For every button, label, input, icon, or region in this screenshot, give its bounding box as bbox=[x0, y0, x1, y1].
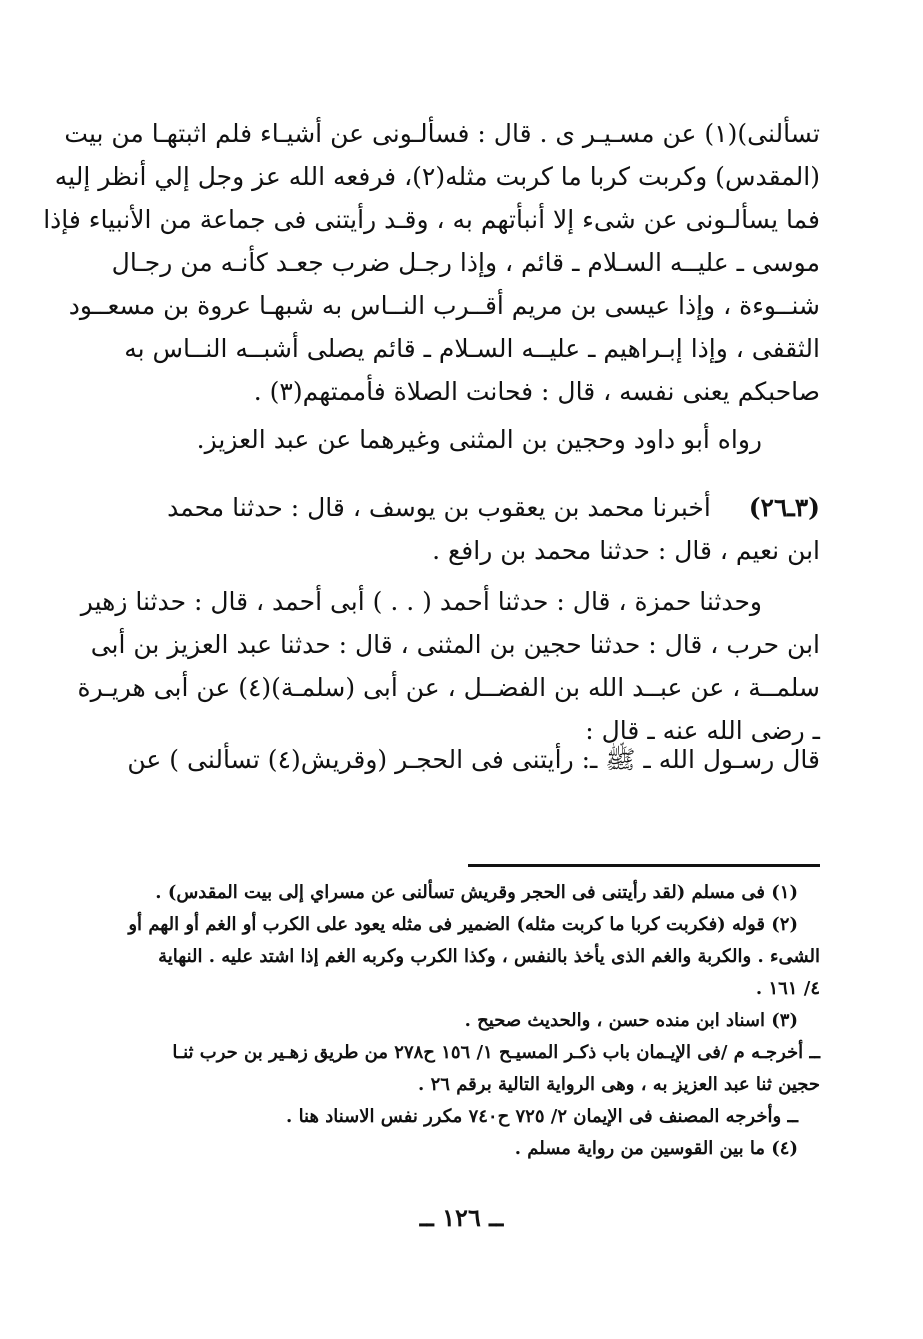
text-line: موسى ـ عليــه السـلام ـ قائم ، وإذا رجـل ضرب جعـد كأنـه من رجـال bbox=[111, 248, 820, 277]
paragraph-hadith-text bbox=[118, 738, 820, 781]
page-number: ــ ١٢٦ ــ bbox=[419, 1203, 504, 1232]
text-line: سلمــة ، عن عبــد الله بن الفضــل ، عن أبى (سلمـة)(٤) عن أبى هريـرة bbox=[77, 673, 820, 702]
paragraph-continuation bbox=[43, 112, 820, 413]
footnote-line: (٢) قوله (فكربت كربا ما كربت مثله) الضمير فى مثله يعود على الكرب أو الغم أو الهم أو bbox=[128, 914, 798, 935]
text-line: (المقدس) وكربت كربا ما كربت مثله(٢)، فرفعه الله عز وجل إلي أنظر إليه bbox=[54, 162, 820, 191]
text-line: ابن حرب ، قال : حدثنا حجين بن المثنى ، قال : حدثنا عبد العزيز بن أبى bbox=[90, 630, 820, 659]
footnote-line: ٤/ ١٦١ . bbox=[755, 978, 820, 999]
text-line: تسألنى)(١) عن مسـيـر ى . قال : فسألـونى عن أشيـاء فلم اثبتهـا من بيت bbox=[64, 119, 820, 148]
footnote-line: الشىء . والكربة والغم الذى يأخذ بالنفس ، وكذا الكرب وكربه الغم إذا اشتد عليه . النهاية bbox=[158, 946, 820, 967]
footnote-line: ــ وأخرجه المصنف فى الإيمان ٢/ ٧٢٥ ح٧٤٠ مكرر نفس الاسناد هنا . bbox=[286, 1106, 798, 1127]
text-line: شنــوءة ، وإذا عيسى بن مريم أقــرب النــاس به شبهـا عروة بن مسعــود bbox=[68, 291, 820, 320]
narration-line bbox=[118, 418, 820, 461]
hadith-number: (٣ـ٢٦) bbox=[748, 493, 820, 522]
footnote-line: ــ أخرجـه م /فى الإيـمان باب ذكـر المسيـح ١/ ١٥٦ ح٢٧٨ من طريق زهـير بن حرب ثنـا bbox=[172, 1042, 820, 1063]
text-line: صاحبكم يعنى نفسه ، قال : فحانت الصلاة فأممتهم(٣) . bbox=[253, 377, 820, 406]
text-line: الثقفى ، وإذا إبـراهيم ـ عليــه السـلام ـ قائم يصلى أشبــه النــاس به bbox=[124, 334, 820, 363]
text-line: قال رسـول الله ـ ﷺ ـ: رأيتنى فى الحجـر (وقريش(٤) تسألنى ) عن bbox=[127, 745, 820, 774]
footnote-line: (٤) ما بين القوسين من رواية مسلم . bbox=[514, 1138, 798, 1159]
paragraph-chain bbox=[77, 580, 820, 752]
footnotes bbox=[118, 877, 820, 1165]
text-line: وحدثنا حمزة ، قال : حدثنا أحمد ( . . ) أبى أحمد ، قال : حدثنا زهير bbox=[80, 587, 762, 616]
text-line: ـ رضى الله عنه ـ قال : bbox=[585, 716, 820, 745]
narration-text: رواه أبو داود وحجين بن المثنى وغيرهما عن عبد العزيز. bbox=[196, 425, 762, 454]
footnote-line: (٣) اسناد ابن منده حسن ، والحديث صحيح . bbox=[464, 1010, 798, 1031]
footnote-line: حجين ثنا عبد العزيز به ، وهى الرواية التالية برقم ٢٦ . bbox=[418, 1074, 820, 1095]
footnote-separator bbox=[468, 864, 820, 867]
hadith-header bbox=[118, 486, 820, 572]
chain-text: أخبرنا محمد بن يعقوب بن يوسف ، قال : حدثنا محمد bbox=[167, 493, 711, 522]
footnote-line: (١) فى مسلم (لقد رأيتنى فى الحجر وقريش تسألنى عن مسراي إلى بيت المقدس) . bbox=[155, 882, 798, 903]
text-line: ابن نعيم ، قال : حدثنا محمد بن رافع . bbox=[432, 536, 820, 565]
text-line: فما يسألـونى عن شىء إلا أنبأتهم به ، وقـد رأيتنى فى جماعة من الأنبياء فإذا bbox=[43, 205, 820, 234]
